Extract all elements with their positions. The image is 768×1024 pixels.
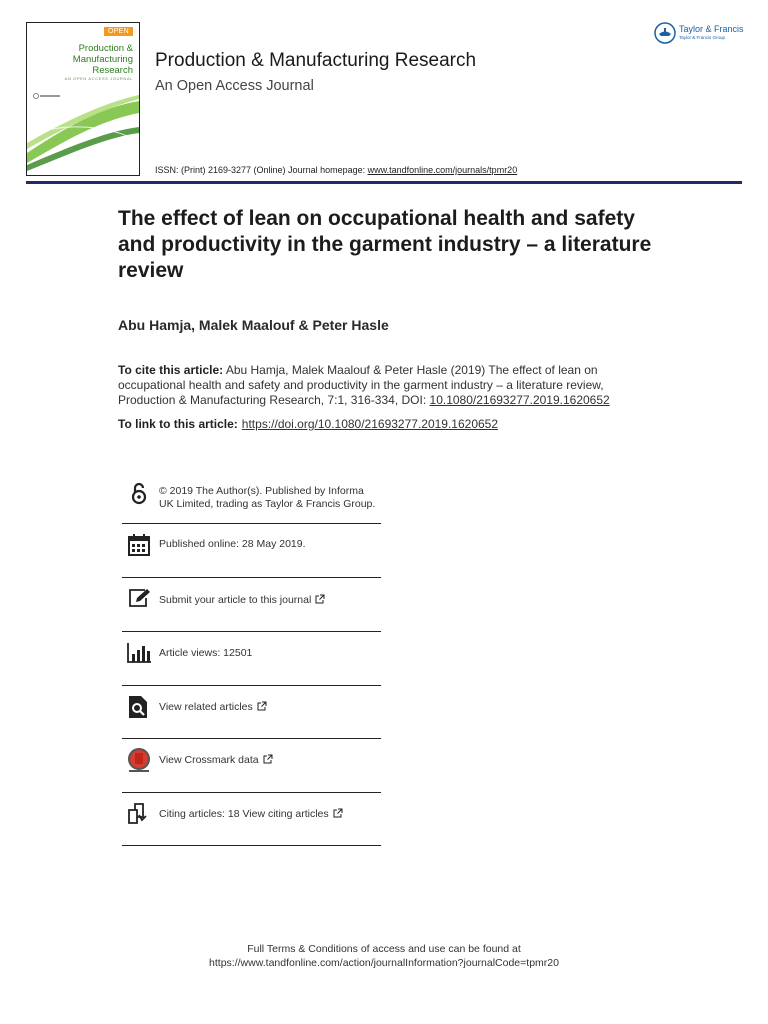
crossmark-row [159, 754, 273, 767]
external-link-icon [257, 701, 267, 711]
header-divider [26, 181, 742, 184]
article-authors: Abu Hamja, Malek Maalouf & Peter Hasle [118, 317, 389, 333]
submit-article-link[interactable]: Submit your article to this journal [159, 594, 312, 606]
taylor-francis-logo [654, 22, 746, 46]
copyright-text: © 2019 The Author(s). Published by Informa UK Limited, trading as Taylor & Francis Group. [159, 485, 376, 510]
submit-article-row [159, 594, 325, 607]
external-link-icon [263, 754, 273, 764]
info-related[interactable] [122, 686, 381, 739]
info-submit[interactable] [122, 578, 381, 632]
info-citing[interactable] [122, 793, 381, 846]
citation-text: Abu Hamja, Malek Maalouf & Peter Hasle (2019) The effect of lean on occupational health and safety and productivity in the garment industry – a literature review, Production & Manufacturing Research, 7:1, 316-334, DOI: [118, 363, 604, 407]
citing-articles-icon [126, 801, 152, 827]
external-link-icon [315, 594, 325, 604]
info-published [122, 524, 381, 578]
info-crossmark[interactable] [122, 739, 381, 793]
cover-title: Production & Manufacturing Research [72, 43, 133, 76]
journal-cover [26, 22, 140, 176]
info-copyright [122, 476, 381, 524]
edit-icon [126, 586, 152, 612]
doi-link[interactable]: 10.1080/21693277.2019.1620652 [429, 393, 610, 407]
published-date: Published online: 28 May 2019. [159, 538, 306, 550]
crossmark-link[interactable]: View Crossmark data [159, 754, 259, 766]
search-document-icon [126, 694, 152, 720]
bar-chart-icon [126, 640, 152, 666]
calendar-icon [126, 532, 152, 558]
open-access-lock-icon [126, 480, 152, 506]
citing-articles-row [159, 808, 343, 821]
journal-subtitle: An Open Access Journal [155, 78, 314, 94]
info-views [122, 632, 381, 686]
journal-homepage-link[interactable]: www.tandfonline.com/journals/tpmr20 [367, 165, 518, 175]
footer-line-1: Full Terms & Conditions of access and use can be found at [247, 943, 521, 955]
journal-title: Production & Manufacturing Research [155, 50, 477, 71]
article-views: Article views: 12501 [159, 647, 253, 659]
citation-block [118, 363, 658, 408]
crossmark-icon [126, 747, 152, 773]
publisher-name: Taylor & Francis [679, 24, 744, 34]
article-info-list [122, 476, 381, 846]
footer-terms-link[interactable]: https://www.tandfonline.com/action/journalInformation?journalCode=tpmr20 [209, 957, 559, 969]
issn-text: ISSN: (Print) 2169-3277 (Online) Journal homepage: [155, 165, 368, 175]
publisher-group: Taylor & Francis Group [679, 35, 726, 40]
taylor-francis-lamp-icon [654, 22, 676, 44]
article-url-link[interactable]: https://doi.org/10.1080/21693277.2019.1620652 [241, 417, 499, 431]
article-title: The effect of lean on occupational health and safety and productivity in the garment industry – a literature review [118, 207, 652, 282]
article-link-line [118, 417, 498, 431]
external-link-icon [333, 808, 343, 818]
citation-label: To cite this article: [118, 363, 224, 377]
issn-line [155, 165, 517, 175]
cover-publisher-mark-icon [33, 93, 63, 99]
open-access-badge: OPEN [104, 27, 133, 36]
related-articles-row [159, 701, 267, 714]
cover-swoosh-graphic [27, 93, 139, 175]
link-label: To link to this article: [118, 417, 238, 431]
cover-subtitle: AN OPEN ACCESS JOURNAL [64, 76, 133, 81]
citing-articles-link[interactable]: Citing articles: 18 View citing articles [159, 808, 329, 820]
related-articles-link[interactable]: View related articles [159, 701, 253, 713]
terms-footer [0, 942, 768, 970]
